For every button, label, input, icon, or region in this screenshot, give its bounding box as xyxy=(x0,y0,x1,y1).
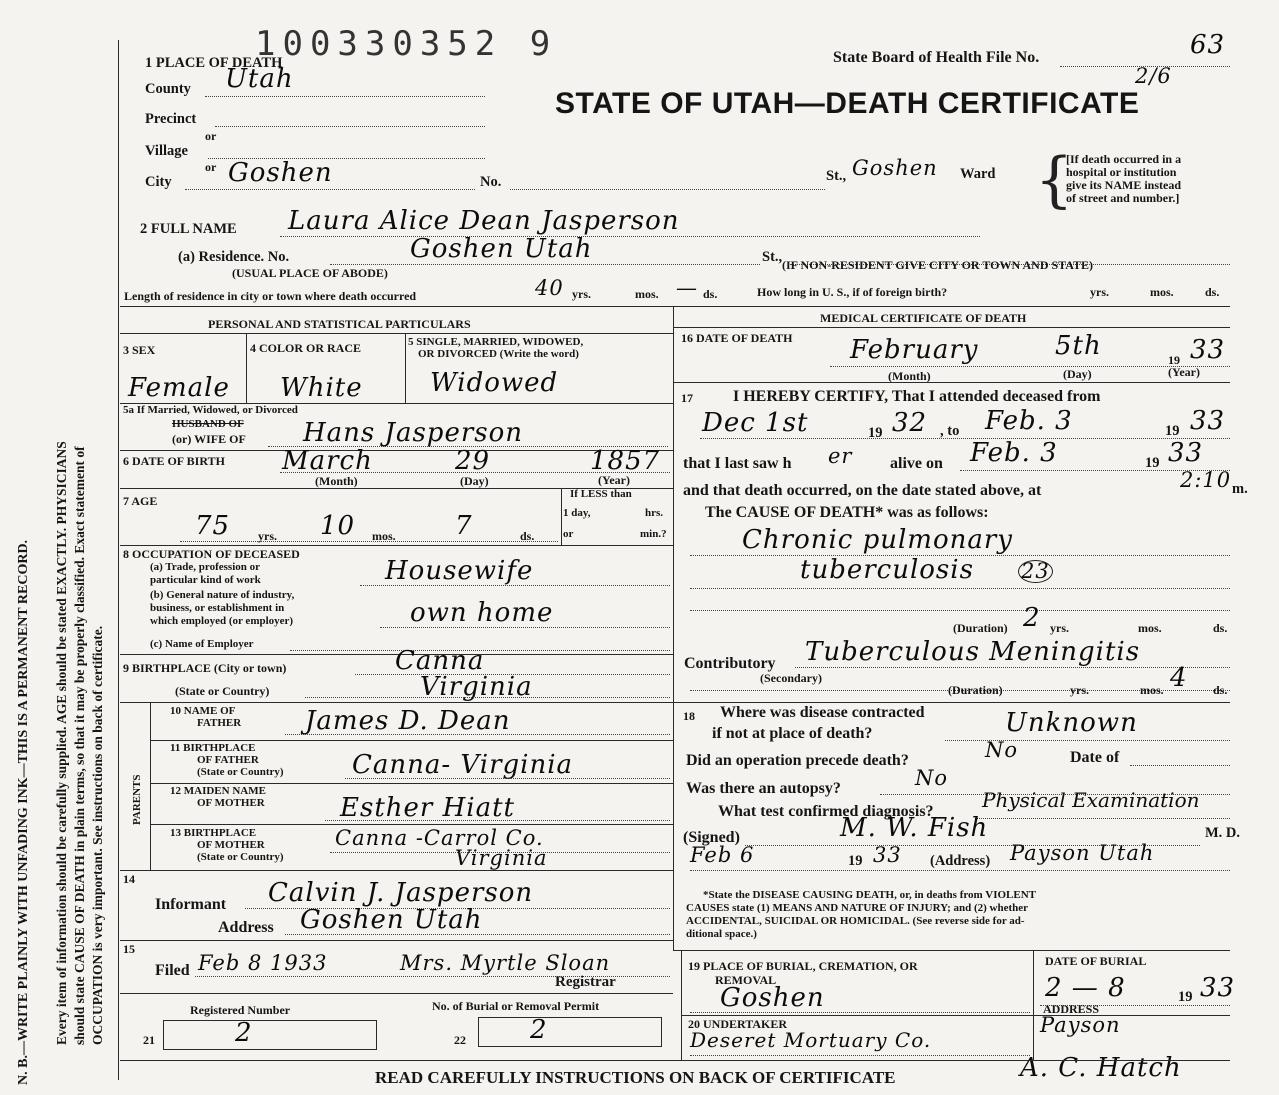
attend-from-year-prefix: 19 xyxy=(868,425,883,441)
full-name-value: Laura Alice Dean Jasperson xyxy=(288,206,680,236)
or-label: or xyxy=(205,160,217,174)
yrs-label: yrs. xyxy=(1090,285,1109,299)
nonresident-label: (IF NON-RESIDENT GIVE CITY OR TOWN AND STATE) xyxy=(782,258,1094,272)
place-of-death-heading: 1 PLACE OF DEATH xyxy=(145,55,283,71)
length-years-value: 40 xyxy=(535,276,564,300)
occupation-value: Housewife xyxy=(385,556,534,586)
spouse-label-2: HUSBAND OF xyxy=(172,418,244,430)
burial-year: 33 xyxy=(1200,973,1236,1003)
mos-label: mos. xyxy=(1138,621,1162,635)
mos-label: mos. xyxy=(1140,683,1164,697)
test-value: Physical Examination xyxy=(982,788,1200,812)
yrs-label: yrs. xyxy=(1050,621,1069,635)
brace-icon: { xyxy=(1035,145,1074,215)
last-saw-label: that I last saw h xyxy=(683,455,792,472)
death-occurred-label: and that death occurred, on the date stated above, at xyxy=(683,482,1042,499)
no-label: No. xyxy=(480,174,502,190)
month-caption: (Month) xyxy=(888,369,931,383)
footer-instructions: READ CAREFULLY INSTRUCTIONS ON BACK OF CERTIFICATE xyxy=(375,1068,896,1087)
physician-signature: M. W. Fish xyxy=(840,813,989,843)
operation-label: Did an operation precede death? xyxy=(686,752,909,769)
cause-of-death-label: The CAUSE OF DEATH* was as follows: xyxy=(705,504,989,521)
birthplace-state: Virginia xyxy=(420,672,533,702)
residence-label: (a) Residence. No. xyxy=(178,249,290,265)
mos-label: mos. xyxy=(372,529,396,543)
yrs-label: yrs. xyxy=(572,287,591,301)
business-value: own home xyxy=(410,598,554,628)
last-saw-date: Feb. 3 xyxy=(970,438,1058,468)
signed-date: Feb 6 xyxy=(690,843,755,867)
signed-year: 33 xyxy=(873,843,902,867)
contracted-label-2: if not at place of death? xyxy=(712,725,873,742)
father-label-2: FATHER xyxy=(197,717,242,729)
contracted-value: Unknown xyxy=(1005,708,1138,738)
father-birthplace: Canna- Virginia xyxy=(352,750,574,780)
attended-to-year: 33 xyxy=(1190,406,1226,436)
father-birthplace-label-3: (State or Country) xyxy=(197,766,284,778)
us-residence-label: How long in U. S., if of foreign birth? xyxy=(757,285,948,299)
ward-label: Ward xyxy=(960,166,996,182)
day-caption: (Day) xyxy=(1063,367,1092,381)
mother-name: Esther Hiatt xyxy=(340,793,515,823)
burial-permit-box xyxy=(478,1017,662,1047)
date-of-label: Date of xyxy=(1070,749,1120,766)
marital-label-1: 5 SINGLE, MARRIED, WIDOWED, xyxy=(408,336,584,348)
hospital-note-4: of street and number.] xyxy=(1066,191,1180,205)
attended-from-year: 32 xyxy=(892,408,928,438)
spouse-label-3: (or) WIFE OF xyxy=(172,432,246,446)
registered-number-prefix: 21 xyxy=(143,1033,155,1047)
spouse-value: Hans Jasperson xyxy=(303,418,523,448)
mother-birthplace-line-2: Virginia xyxy=(455,846,548,870)
filed-date: Feb 8 1933 xyxy=(198,951,328,975)
undertaker-label: 20 UNDERTAKER xyxy=(688,1017,788,1031)
mother-birthplace-label-1: 13 BIRTHPLACE xyxy=(170,827,257,839)
birthplace-city: Canna xyxy=(395,646,485,676)
burial-date: 2 — 8 xyxy=(1045,973,1126,1003)
father-birthplace-label-1: 11 BIRTHPLACE xyxy=(170,742,256,754)
duration-value: 2 xyxy=(1023,603,1041,633)
autopsy-label: Was there an autopsy? xyxy=(686,780,841,797)
signed-label: (Signed) xyxy=(683,829,740,846)
certify-number: 17 xyxy=(681,391,693,405)
or-label: or xyxy=(205,129,217,143)
yrs-label: yrs. xyxy=(258,529,277,543)
ds-label: ds. xyxy=(1213,621,1228,635)
burial-place-label-1: 19 PLACE OF BURIAL, CREMATION, OR xyxy=(688,959,918,973)
md-label: M. D. xyxy=(1205,825,1241,841)
attended-to-date: Feb. 3 xyxy=(985,406,1073,436)
father-label-1: 10 NAME OF xyxy=(170,705,236,717)
one-day-label: 1 day, xyxy=(563,507,591,519)
duration-label: (Duration) xyxy=(953,621,1008,635)
father-name: James D. Dean xyxy=(305,706,511,736)
undertaker-name: Deseret Mortuary Co. xyxy=(690,1028,932,1052)
year-caption: (Year) xyxy=(1168,365,1200,379)
undertaker-signature: A. C. Hatch xyxy=(1020,1053,1182,1083)
filed-number: 15 xyxy=(123,942,135,956)
abode-label: (USUAL PLACE OF ABODE) xyxy=(232,266,388,280)
dob-month: March xyxy=(282,446,373,476)
signed-year-prefix: 19 xyxy=(848,853,863,869)
birthplace-label: 9 BIRTHPLACE (City or town) xyxy=(123,661,287,675)
cause-of-death-2: tuberculosis xyxy=(800,555,974,585)
mother-birthplace-line-1: Canna -Carrol Co. xyxy=(335,826,544,850)
last-saw-year-prefix: 19 xyxy=(1145,455,1160,471)
death-year-prefix: 19 xyxy=(1168,353,1180,367)
occupation-a-1: (a) Trade, profession or xyxy=(150,561,260,573)
burial-permit-label: No. of Burial or Removal Permit xyxy=(432,999,600,1013)
day-caption: (Day) xyxy=(460,474,489,488)
death-month: February xyxy=(850,335,979,365)
color-value: White xyxy=(280,373,363,403)
physician-address-label: (Address) xyxy=(930,853,991,869)
length-months-value: — xyxy=(676,276,698,300)
secondary-label: (Secondary) xyxy=(760,671,822,685)
file-no-label: State Board of Health File No. xyxy=(833,49,1040,66)
footnote-2: CAUSES state (1) MEANS AND NATURE OF INJURY; and (2) whether xyxy=(686,902,1029,914)
left-border xyxy=(118,40,119,1080)
occupation-b-1: (b) General nature of industry, xyxy=(150,589,295,601)
year-caption: (Year) xyxy=(598,473,630,487)
or-label: or xyxy=(563,528,574,540)
informant-address-label: Address xyxy=(218,919,274,936)
parents-label: PARENTS xyxy=(131,774,143,825)
duration-label: (Duration) xyxy=(948,683,1003,697)
attend-to-year-prefix: 19 xyxy=(1165,423,1180,439)
death-time: 2:10 xyxy=(1180,468,1232,492)
dob-label: 6 DATE OF BIRTH xyxy=(123,454,225,468)
cause-code: 23 xyxy=(1018,560,1053,583)
serial-number: 100330352 9 xyxy=(255,24,558,64)
age-days: 7 xyxy=(455,511,473,541)
residence-value: Goshen Utah xyxy=(410,234,593,264)
ds-label: ds. xyxy=(703,287,718,301)
mother-birthplace-label-2: OF MOTHER xyxy=(197,839,265,851)
residence-st-label: St., xyxy=(762,249,783,265)
color-label: 4 COLOR OR RACE xyxy=(250,341,362,355)
occupation-a-2: particular kind of work xyxy=(150,574,261,586)
personal-heading: PERSONAL AND STATISTICAL PARTICULARS xyxy=(208,317,471,331)
hospital-note-3: give its NAME instead xyxy=(1066,178,1181,192)
yrs-label: yrs. xyxy=(1070,683,1089,697)
full-name-label: 2 FULL NAME xyxy=(140,221,237,237)
certify-text: I HEREBY CERTIFY, That I attended deceased from xyxy=(733,388,1101,405)
burial-place-label-2: REMOVAL xyxy=(715,973,777,987)
death-year: 33 xyxy=(1190,335,1226,365)
sex-value: Female xyxy=(128,373,230,403)
hospital-note-2: hospital or institution xyxy=(1066,165,1177,179)
burial-permit-prefix: 22 xyxy=(454,1033,466,1047)
death-day: 5th xyxy=(1055,331,1102,361)
undertaker-address-label: ADDRESS xyxy=(1043,1002,1100,1016)
side-note-line-4: OCCUPATION is very important. See instructions on back of certificate. xyxy=(90,625,105,1045)
attended-from-date: Dec 1st xyxy=(702,408,809,438)
age-months: 10 xyxy=(320,511,356,541)
physician-address: Payson Utah xyxy=(1010,841,1155,865)
st-label: St., xyxy=(826,168,847,184)
mos-label: mos. xyxy=(1150,285,1174,299)
father-birthplace-label-2: OF FATHER xyxy=(197,754,259,766)
file-no-extra: 2/6 xyxy=(1135,64,1172,88)
sex-label: 3 SEX xyxy=(123,343,156,357)
state-country-label: (State or Country) xyxy=(175,684,270,698)
occupation-b-3: which employed (or employer) xyxy=(150,615,294,627)
ds-label: ds. xyxy=(1213,683,1228,697)
ds-label: ds. xyxy=(520,529,535,543)
city-value: Goshen xyxy=(228,158,333,188)
m-label: m. xyxy=(1232,481,1248,497)
certificate-title: STATE OF UTAH—DEATH CERTIFICATE xyxy=(555,87,1140,120)
occupation-label: 8 OCCUPATION OF DECEASED xyxy=(123,547,300,561)
registrar-signature: Mrs. Myrtle Sloan xyxy=(400,951,611,975)
ds-label: ds. xyxy=(1205,285,1220,299)
medical-heading: MEDICAL CERTIFICATE OF DEATH xyxy=(820,311,1027,325)
footnote-4: ditional space.) xyxy=(686,928,757,940)
marital-status-value: Widowed xyxy=(430,368,559,398)
month-caption: (Month) xyxy=(315,474,358,488)
footnote-3: ACCIDENTAL, SUICIDAL OR HOMICIDAL. (See reverse side for ad- xyxy=(686,915,1025,927)
mother-label-1: 12 MAIDEN NAME xyxy=(170,785,266,797)
column-divider xyxy=(673,306,674,951)
village-label: Village xyxy=(145,143,188,159)
footnote-1: *State the DISEASE CAUSING DEATH, or, in deaths from VIOLENT xyxy=(703,889,1037,901)
contributory-label: Contributory xyxy=(684,655,776,672)
mother-label-2: OF MOTHER xyxy=(197,797,265,809)
ward-value: Goshen xyxy=(852,156,938,180)
burial-date-label: DATE OF BURIAL xyxy=(1045,954,1147,968)
last-saw-pronoun: er xyxy=(828,444,853,468)
file-no-value: 63 xyxy=(1190,30,1226,60)
age-label: 7 AGE xyxy=(123,494,158,508)
mother-birthplace-label-3: (State or Country) xyxy=(197,851,284,863)
age-years: 75 xyxy=(195,511,231,541)
test-label: What test confirmed diagnosis? xyxy=(718,803,934,820)
precinct-label: Precinct xyxy=(145,111,197,127)
registrar-label: Registrar xyxy=(555,974,616,990)
employer-label: (c) Name of Employer xyxy=(150,638,254,650)
undertaker-address: Payson xyxy=(1040,1013,1121,1037)
mos-label: mos. xyxy=(635,287,659,301)
filed-label: Filed xyxy=(155,962,190,979)
informant-label: Informant xyxy=(155,896,227,913)
date-of-death-label: 16 DATE OF DEATH xyxy=(681,331,793,345)
burial-year-prefix: 19 xyxy=(1178,989,1193,1005)
burial-place: Goshen xyxy=(720,983,825,1013)
side-note-permanent-record: N. B.—WRITE PLAINLY WITH UNFADING INK—THIS IS A PERMANENT RECORD. xyxy=(16,539,31,1085)
side-note-line-2: Every item of information should be carefully supplied. AGE should be stated EXACTLY. PHYSICIANS xyxy=(54,441,69,1045)
autopsy-value: No xyxy=(915,766,949,790)
alive-on-label: alive on xyxy=(890,455,943,472)
marital-label-2: OR DIVORCED (Write the word) xyxy=(418,348,579,360)
operation-value: No xyxy=(985,738,1019,762)
hrs-label: hrs. xyxy=(645,507,664,519)
county-label: County xyxy=(145,81,191,97)
length-of-residence-label: Length of residence in city or town where death occurred xyxy=(124,289,417,303)
county-value: Utah xyxy=(225,64,294,94)
to-label: , to xyxy=(940,423,960,439)
contributory-duration-months: 4 xyxy=(1170,663,1188,693)
spouse-label-1: 5a If Married, Widowed, or Divorced xyxy=(123,404,298,416)
contracted-label-1: Where was disease contracted xyxy=(720,704,925,721)
registered-number-value: 2 xyxy=(235,1018,253,1048)
dob-year: 1857 xyxy=(590,446,661,476)
registered-number-label: Registered Number xyxy=(190,1003,291,1017)
informant-address: Goshen Utah xyxy=(300,905,483,935)
side-note-line-3: should state CAUSE OF DEATH in plain terms, so that it may be properly classified. Exact statement of xyxy=(72,446,87,1045)
contracted-number: 18 xyxy=(683,709,695,723)
informant-name: Calvin J. Jasperson xyxy=(268,878,534,908)
dob-day: 29 xyxy=(455,446,491,476)
last-saw-year: 33 xyxy=(1168,438,1204,468)
min-label: min.? xyxy=(640,528,667,540)
burial-permit-value: 2 xyxy=(530,1015,548,1045)
city-label: City xyxy=(145,174,172,190)
contributory-cause: Tuberculous Meningitis xyxy=(805,637,1141,667)
less-than-label: If LESS than xyxy=(570,488,632,500)
informant-number: 14 xyxy=(123,872,135,886)
occupation-b-2: business, or establishment in xyxy=(150,602,285,614)
registered-number-box xyxy=(163,1020,377,1050)
cause-of-death-1: Chronic pulmonary xyxy=(742,525,1013,555)
hospital-note-1: [If death occurred in a xyxy=(1066,152,1182,166)
